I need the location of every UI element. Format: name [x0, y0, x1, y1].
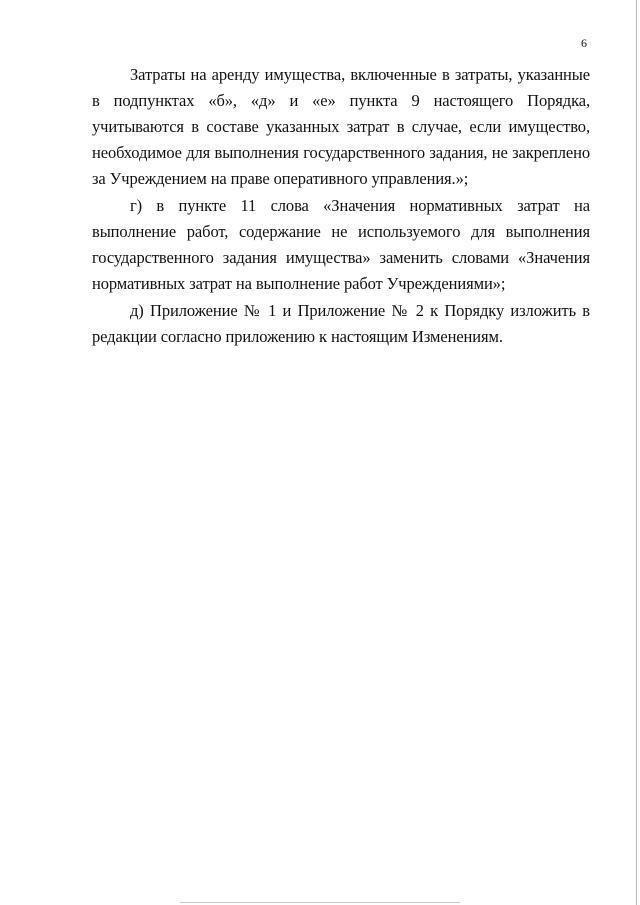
paragraph: г) в пункте 11 слова «Значения нормативных затрат на выполнение работ, содержание не используемого для выполнения государственного задания имущества» заменить словами «Значения нормативных затрат на выполнение работ Учреждениями»;	[92, 196, 590, 293]
document-body	[92, 62, 590, 351]
paragraph: д) Приложение № 1 и Приложение № 2 к Порядку изложить в редакции согласно приложению к настоящим Изменениям.	[92, 301, 590, 346]
scan-edge	[180, 902, 460, 903]
page-number: 6	[581, 36, 587, 50]
scan-edge	[636, 0, 637, 905]
paragraph: Затраты на аренду имущества, включенные в затраты, указанные в подпунктах «б», «д» и «е» пункта 9 настоящего Порядка, учитываются в составе указанных затрат в случае, если имущество, необходимое для выполнения государственного задания, не закреплено за Учреждением на праве оперативного управления.»;	[92, 65, 590, 188]
